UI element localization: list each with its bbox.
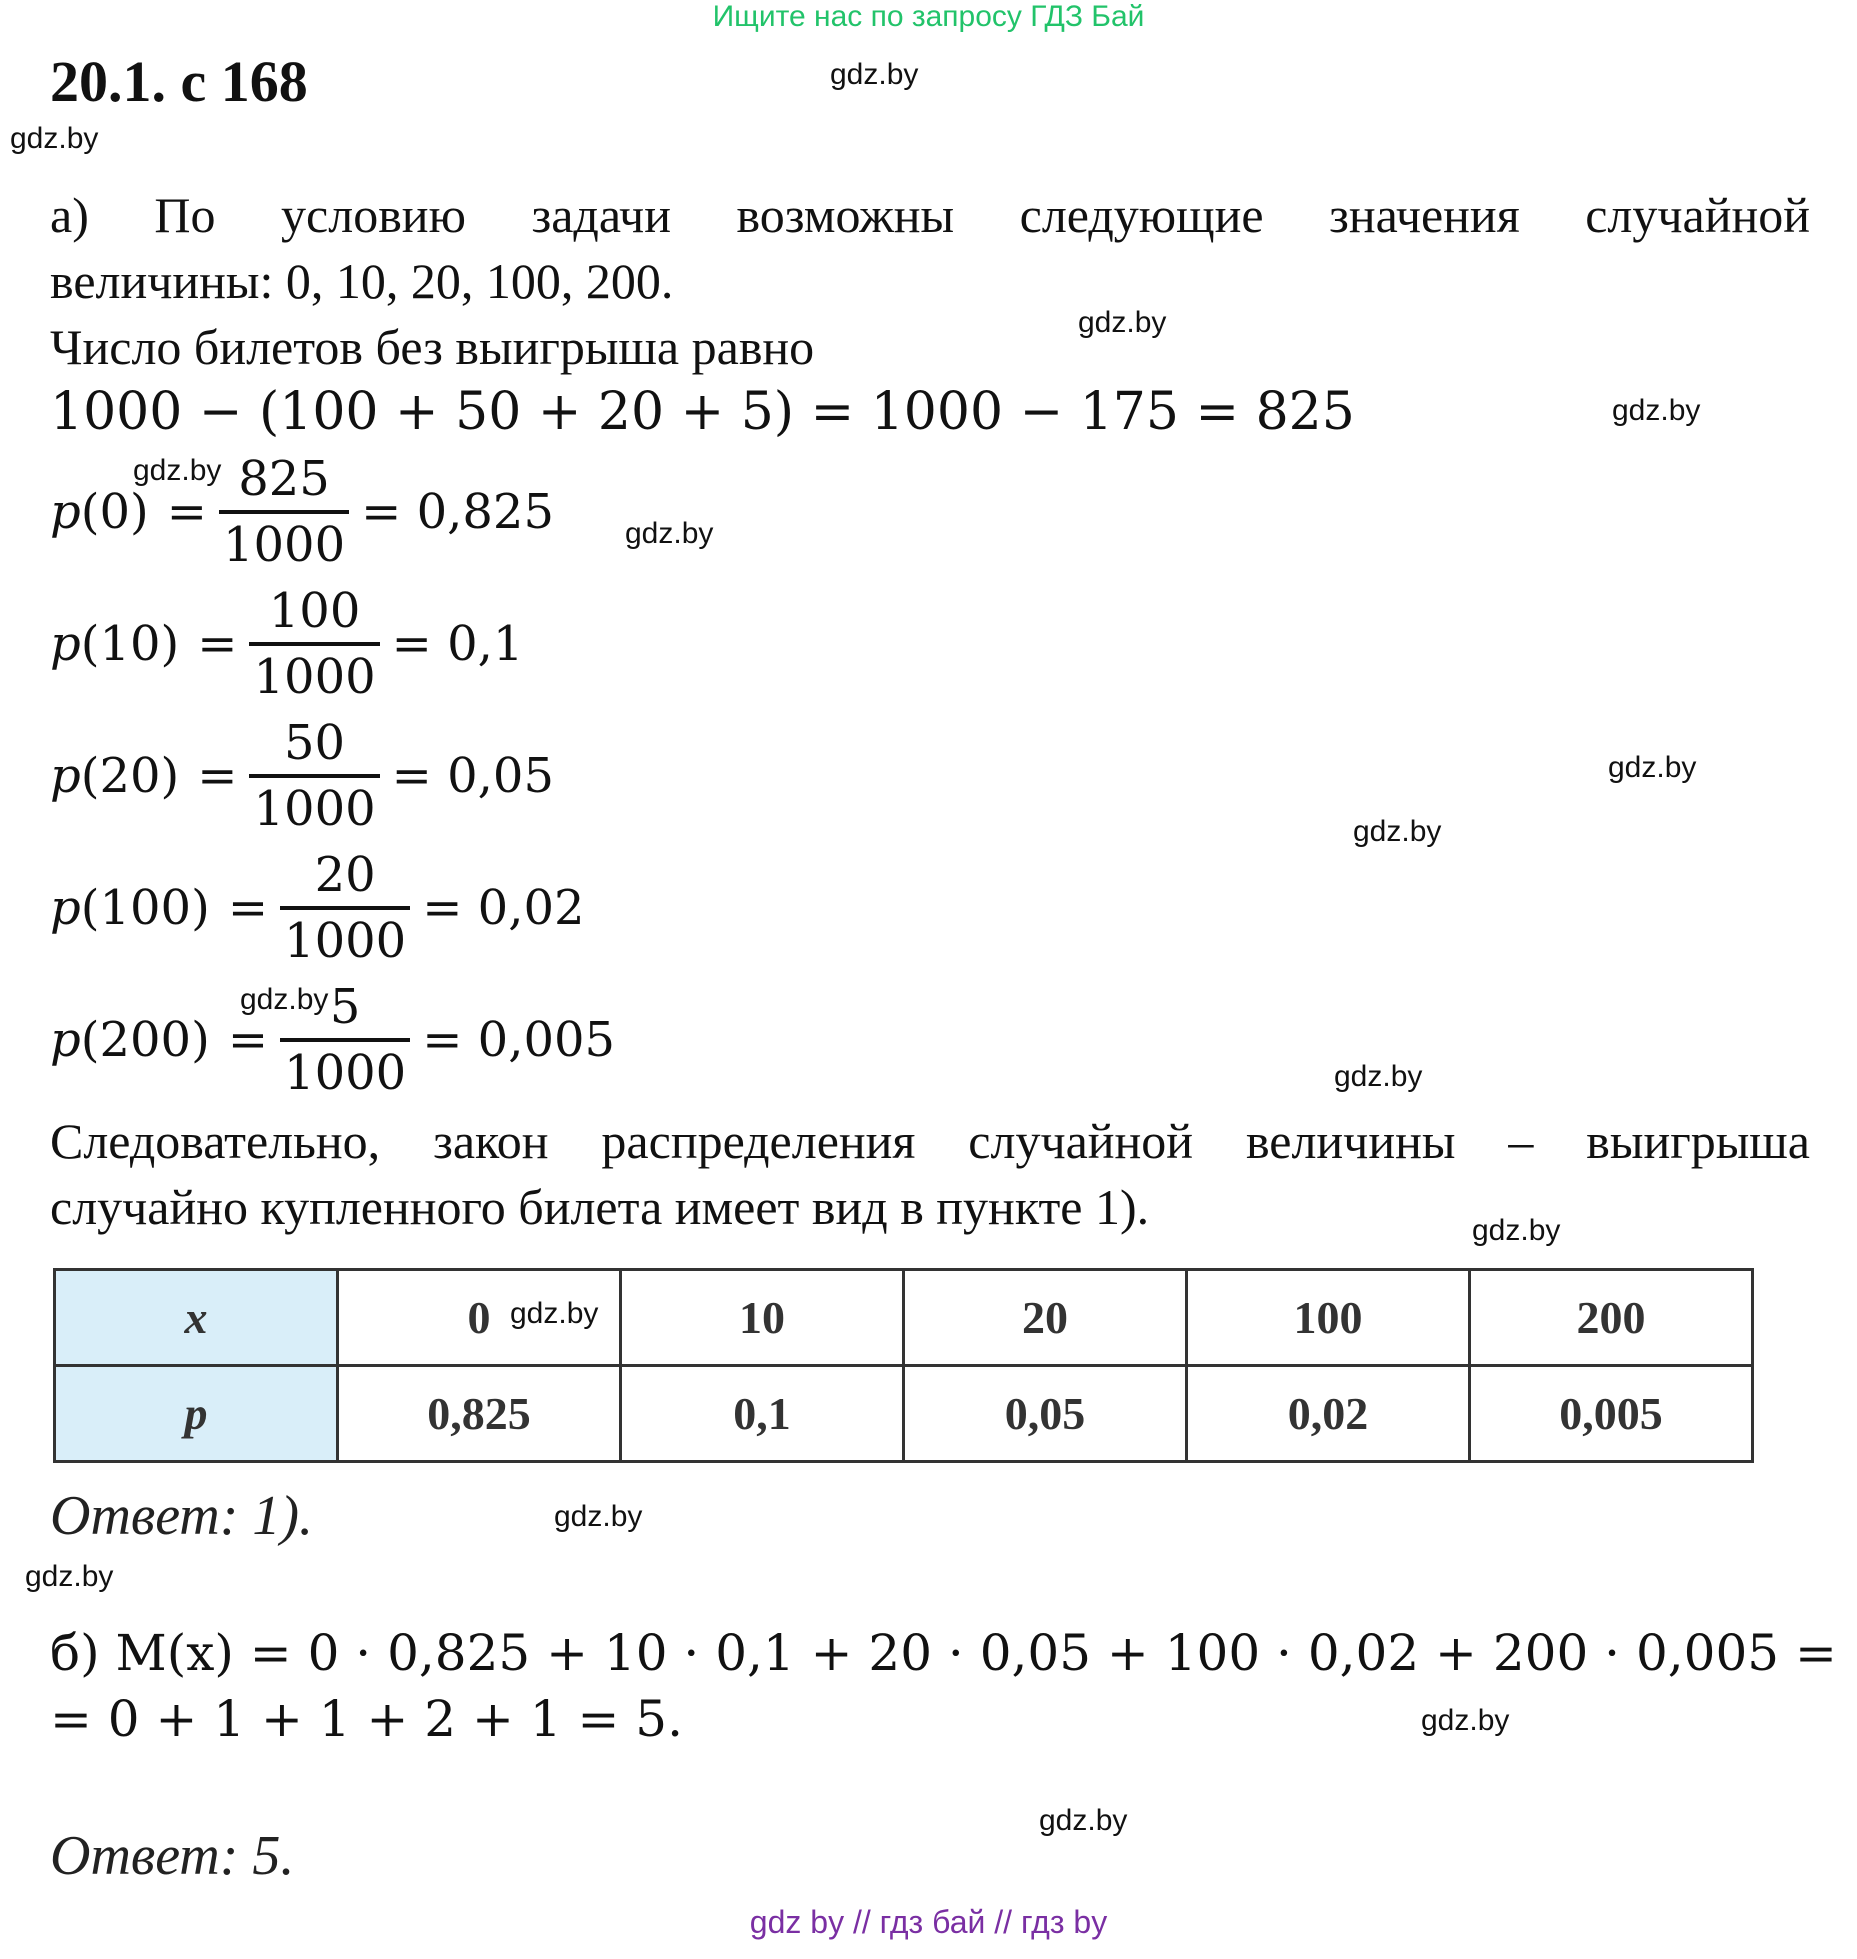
- p-symbol: p: [50, 1012, 81, 1068]
- watermark: gdz.by: [554, 1500, 643, 1533]
- probability-equation: [50, 448, 554, 576]
- table-header-x: x: [55, 1270, 338, 1366]
- numerator: 100: [268, 583, 361, 639]
- numerator: 825: [238, 451, 330, 507]
- denominator: 1000: [253, 781, 376, 837]
- intro-line-2: величины: 0, 10, 20, 100, 200.: [50, 253, 674, 309]
- p-argument: (200): [80, 1012, 210, 1068]
- p-symbol: p: [50, 484, 81, 540]
- table-cell: 0,005: [1470, 1366, 1753, 1462]
- equals-sign: =: [227, 880, 269, 936]
- p-symbol: p: [50, 748, 81, 804]
- probability-equation: [50, 976, 615, 1104]
- p-argument: (10): [80, 616, 180, 672]
- watermark: gdz.by: [10, 122, 99, 155]
- watermark: gdz.by: [1472, 1214, 1561, 1247]
- watermark: gdz.by: [240, 983, 329, 1016]
- expectation-line-1: б) M(x) = 0 · 0,825 + 10 · 0,1 + 20 · 0,05 + 100 · 0,02 + 200 · 0,005 =: [50, 1624, 1837, 1682]
- watermark: gdz.by: [625, 517, 714, 550]
- page-title: 20.1. с 168: [50, 49, 308, 114]
- denominator: 1000: [253, 649, 376, 705]
- equals-sign: =: [166, 484, 207, 540]
- count-formula: 1000 − (100 + 50 + 20 + 5) = 1000 − 175 = 825: [50, 382, 1355, 442]
- probability-equation: [50, 712, 554, 840]
- watermark: gdz.by: [1608, 751, 1697, 784]
- fraction: [280, 976, 410, 1104]
- expectation-line-2: = 0 + 1 + 1 + 2 + 1 = 5.: [50, 1690, 683, 1748]
- watermark: gdz.by: [1039, 1804, 1128, 1837]
- answer-a: Ответ: 1).: [50, 1485, 314, 1547]
- fraction: [219, 448, 349, 576]
- table-cell: 20: [904, 1270, 1187, 1366]
- p-argument: (20): [80, 748, 180, 804]
- probability-result: = 0,05: [391, 748, 554, 804]
- intro-line-1: а) По условию задачи возможны следующие значения случайной: [50, 187, 1810, 243]
- promo-banner: Ищите нас по запросу ГДЗ Бай: [712, 0, 1145, 33]
- probability-result: = 0,825: [361, 484, 554, 540]
- watermark: gdz.by: [1078, 306, 1167, 339]
- watermark: gdz.by: [25, 1560, 114, 1593]
- probability-result: = 0,005: [422, 1012, 616, 1068]
- watermark: gdz.by: [133, 454, 222, 487]
- numerator: 50: [284, 715, 346, 771]
- fraction: [280, 844, 410, 972]
- count-text: Число билетов без выигрыша равно: [50, 319, 815, 375]
- fraction: [249, 580, 379, 708]
- table-cell: 0,05: [904, 1366, 1187, 1462]
- p-symbol: p: [50, 616, 81, 672]
- p-symbol: p: [50, 880, 81, 936]
- watermark: gdz.by: [1421, 1704, 1510, 1737]
- table-cell: 100: [1187, 1270, 1470, 1366]
- table-cell: 0,825: [338, 1366, 621, 1462]
- equals-sign: =: [197, 748, 238, 804]
- table-row: [55, 1270, 1753, 1366]
- table-cell: 10: [621, 1270, 904, 1366]
- equals-sign: =: [227, 1012, 269, 1068]
- probability-result: = 0,1: [391, 616, 524, 672]
- probability-result: = 0,02: [422, 880, 585, 936]
- watermark: gdz.by: [510, 1297, 599, 1330]
- fraction: [249, 712, 379, 840]
- answer-b: Ответ: 5.: [50, 1825, 295, 1887]
- numerator: 20: [314, 847, 376, 903]
- watermark: gdz.by: [1612, 394, 1701, 427]
- distribution-table: [53, 1268, 1754, 1463]
- table-row: [55, 1366, 1753, 1462]
- footer-links: gdz by // гдз бай // гдз by: [749, 1904, 1108, 1940]
- denominator: 1000: [222, 517, 346, 573]
- table-header-p: p: [55, 1366, 338, 1462]
- table-cell: 0: [338, 1270, 621, 1366]
- denominator: 1000: [284, 1045, 407, 1101]
- conclusion-line-2: случайно купленного билета имеет вид в пункте 1).: [50, 1179, 1150, 1235]
- probability-equation: [50, 580, 523, 708]
- table-cell: 0,1: [621, 1366, 904, 1462]
- p-argument: (0): [80, 484, 149, 540]
- p-argument: (100): [80, 880, 210, 936]
- watermark: gdz.by: [830, 58, 919, 91]
- equals-sign: =: [197, 616, 238, 672]
- table-cell: 200: [1470, 1270, 1753, 1366]
- conclusion-line-1: Следовательно, закон распределения случайной величины – выигрыша: [50, 1113, 1810, 1169]
- watermark: gdz.by: [1334, 1060, 1423, 1093]
- table-cell: 0,02: [1187, 1366, 1470, 1462]
- denominator: 1000: [284, 913, 407, 969]
- watermark: gdz.by: [1353, 815, 1442, 848]
- numerator: 5: [329, 979, 361, 1035]
- probability-equation: [50, 844, 585, 972]
